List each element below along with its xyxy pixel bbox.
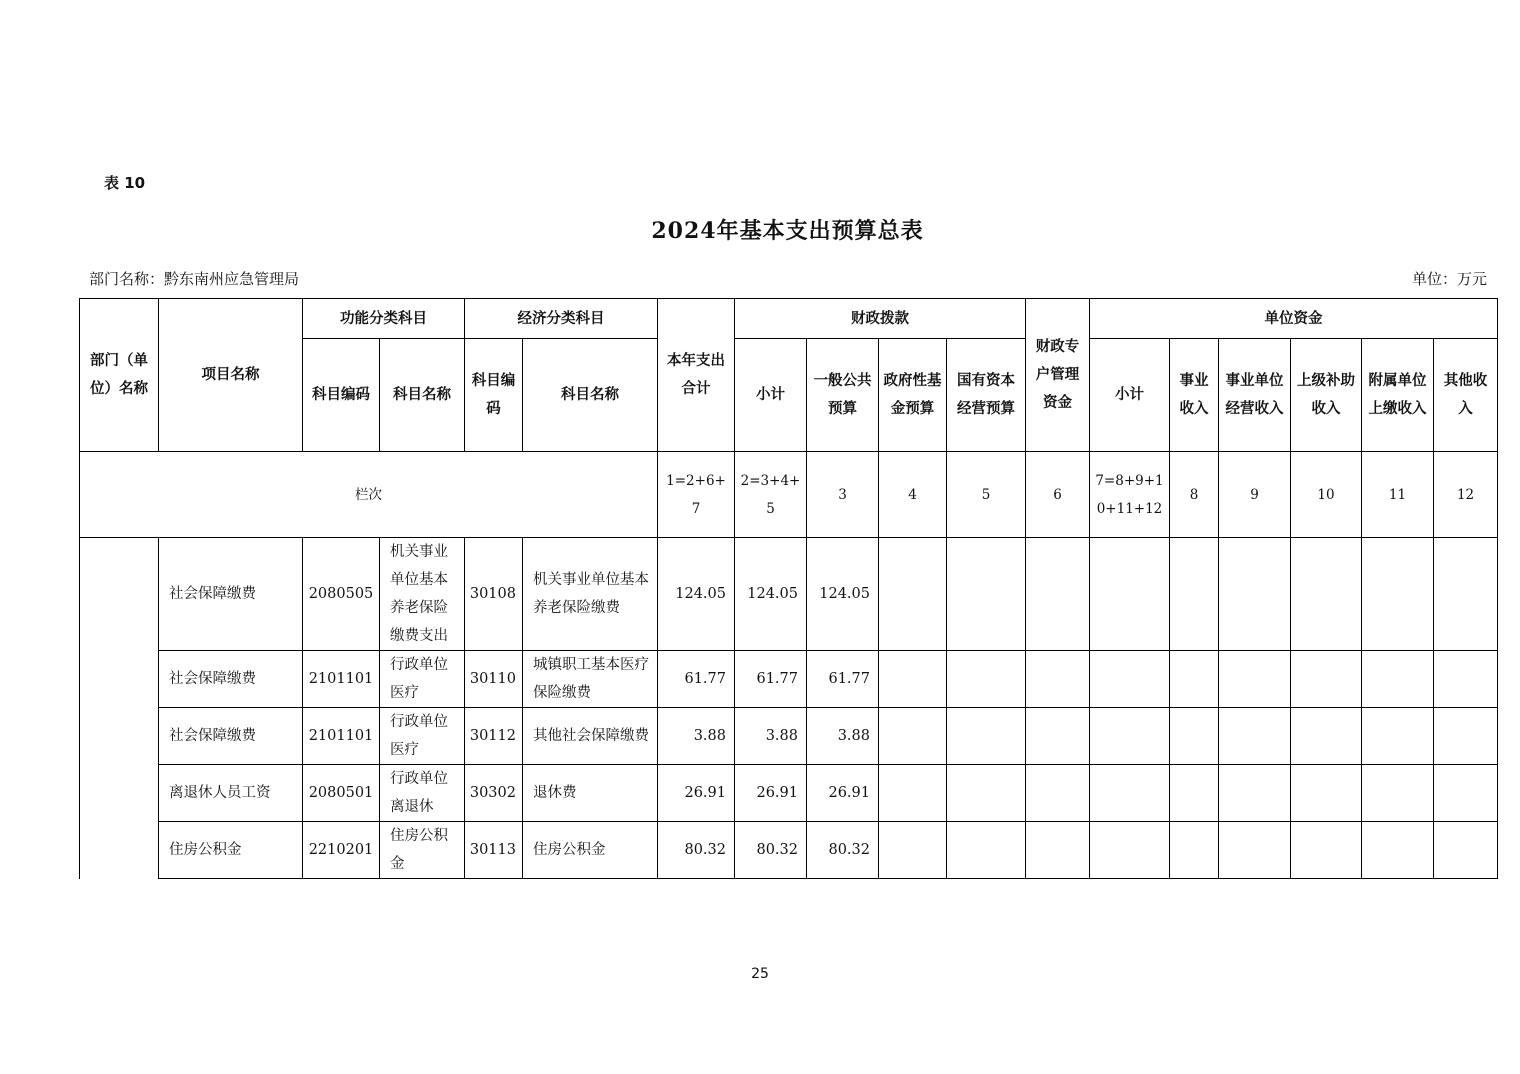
col-other-income: 其他收入 [1434,339,1498,452]
empty-cell [947,538,1026,651]
empty-cell [1362,538,1434,651]
col-total: 本年支出合计 [658,299,735,452]
empty-cell [1291,822,1362,879]
total-cell: 3.88 [658,708,735,765]
general-budget-cell: 26.91 [807,765,879,822]
lanci-value: 12 [1434,452,1498,538]
lanci-value: 1=2+6+7 [658,452,735,538]
fiscal-subtotal-cell: 26.91 [735,765,807,822]
fiscal-subtotal-cell: 3.88 [735,708,807,765]
func-name-cell: 机关事业单位基本养老保险缴费支出 [380,538,465,651]
empty-cell [1026,651,1090,708]
empty-cell [1026,708,1090,765]
col-special-account: 财政专户管理资金 [1026,299,1090,452]
empty-cell [1434,538,1498,651]
empty-cell [879,538,947,651]
empty-cell [879,651,947,708]
empty-cell [1170,708,1219,765]
col-dept: 部门（单位）名称 [80,299,159,452]
header-row-1 [80,299,1498,339]
lanci-value: 7=8+9+10+11+12 [1090,452,1170,538]
project-cell: 住房公积金 [159,822,303,879]
empty-cell [1090,765,1170,822]
empty-cell [1434,708,1498,765]
table-row [80,651,1498,708]
total-cell: 26.91 [658,765,735,822]
econ-name-cell: 退休费 [523,765,658,822]
empty-cell [1170,822,1219,879]
empty-cell [1090,822,1170,879]
lanci-value: 6 [1026,452,1090,538]
econ-code-cell: 30108 [465,538,523,651]
econ-name-cell: 机关事业单位基本养老保险缴费 [523,538,658,651]
col-econ-name: 科目名称 [523,339,658,452]
empty-cell [1219,822,1291,879]
empty-cell [1362,822,1434,879]
econ-code-cell: 30113 [465,822,523,879]
econ-code-cell: 30112 [465,708,523,765]
page-number: 25 [751,966,769,982]
empty-cell [947,765,1026,822]
lanci-value: 3 [807,452,879,538]
page-title: 2024年基本支出预算总表 [651,218,924,244]
empty-cell [879,708,947,765]
empty-cell [947,708,1026,765]
table-row [80,708,1498,765]
func-code-cell: 2101101 [303,651,380,708]
empty-cell [1219,708,1291,765]
empty-cell [1291,765,1362,822]
general-budget-cell: 61.77 [807,651,879,708]
empty-cell [1434,765,1498,822]
empty-cell [1362,765,1434,822]
func-code-cell: 2101101 [303,708,380,765]
col-unit-subtotal: 小计 [1090,339,1170,452]
func-code-cell: 2210201 [303,822,380,879]
col-state-capital: 国有资本经营预算 [947,339,1026,452]
col-business-income: 事业收入 [1170,339,1219,452]
func-name-cell: 行政单位离退休 [380,765,465,822]
lanci-value: 11 [1362,452,1434,538]
empty-cell [947,822,1026,879]
econ-code-cell: 30302 [465,765,523,822]
econ-name-cell: 城镇职工基本医疗保险缴费 [523,651,658,708]
col-operating-income: 事业单位经营收入 [1219,339,1291,452]
empty-cell [1026,538,1090,651]
col-gov-fund: 政府性基金预算 [879,339,947,452]
col-affiliated-income: 附属单位上缴收入 [1362,339,1434,452]
fiscal-subtotal-cell: 124.05 [735,538,807,651]
empty-cell [1291,708,1362,765]
unit-label: 单位：万元 [1411,270,1487,288]
empty-cell [1090,651,1170,708]
func-code-cell: 2080501 [303,765,380,822]
empty-cell [947,651,1026,708]
lanci-row [80,452,1498,538]
col-func-name: 科目名称 [380,339,465,452]
empty-cell [1026,765,1090,822]
empty-cell [1170,651,1219,708]
empty-cell [1219,538,1291,651]
general-budget-cell: 80.32 [807,822,879,879]
total-cell: 61.77 [658,651,735,708]
project-cell: 离退休人员工资 [159,765,303,822]
fiscal-subtotal-cell: 80.32 [735,822,807,879]
empty-cell [1170,538,1219,651]
department-label: 部门名称：黔东南州应急管理局 [89,270,300,288]
func-code-cell: 2080505 [303,538,380,651]
table-row [80,538,1498,651]
col-unit-group: 单位资金 [1090,299,1498,339]
lanci-value: 5 [947,452,1026,538]
general-budget-cell: 3.88 [807,708,879,765]
col-func-group: 功能分类科目 [303,299,465,339]
func-name-cell: 行政单位医疗 [380,708,465,765]
empty-cell [879,765,947,822]
project-cell: 社会保障缴费 [159,651,303,708]
lanci-value: 4 [879,452,947,538]
lanci-value: 8 [1170,452,1219,538]
data-rows [80,538,1498,879]
econ-name-cell: 其他社会保障缴费 [523,708,658,765]
table-row [80,822,1498,879]
empty-cell [1219,765,1291,822]
budget-table [79,298,1498,879]
col-fiscal-subtotal: 小计 [735,339,807,452]
lanci-value: 9 [1219,452,1291,538]
empty-cell [1170,765,1219,822]
general-budget-cell: 124.05 [807,538,879,651]
empty-cell [1291,538,1362,651]
table-row [80,765,1498,822]
empty-cell [1434,822,1498,879]
lanci-value: 10 [1291,452,1362,538]
empty-cell [1362,708,1434,765]
dept-cell [80,538,159,879]
col-func-code: 科目编码 [303,339,380,452]
func-name-cell: 住房公积金 [380,822,465,879]
func-name-cell: 行政单位医疗 [380,651,465,708]
econ-code-cell: 30110 [465,651,523,708]
col-project: 项目名称 [159,299,303,452]
total-cell: 124.05 [658,538,735,651]
col-general-budget: 一般公共预算 [807,339,879,452]
econ-name-cell: 住房公积金 [523,822,658,879]
fiscal-subtotal-cell: 61.77 [735,651,807,708]
col-econ-group: 经济分类科目 [465,299,658,339]
project-cell: 社会保障缴费 [159,538,303,651]
total-cell: 80.32 [658,822,735,879]
col-fiscal-group: 财政拨款 [735,299,1026,339]
empty-cell [1026,822,1090,879]
lanci-label: 栏次 [80,452,658,538]
col-superior-subsidy: 上级补助收入 [1291,339,1362,452]
empty-cell [879,822,947,879]
table-number: 表 10 [104,174,146,192]
project-cell: 社会保障缴费 [159,708,303,765]
lanci-value: 2=3+4+5 [735,452,807,538]
empty-cell [1090,538,1170,651]
empty-cell [1219,651,1291,708]
col-econ-code: 科目编码 [465,339,523,452]
empty-cell [1291,651,1362,708]
empty-cell [1090,708,1170,765]
empty-cell [1434,651,1498,708]
empty-cell [1362,651,1434,708]
